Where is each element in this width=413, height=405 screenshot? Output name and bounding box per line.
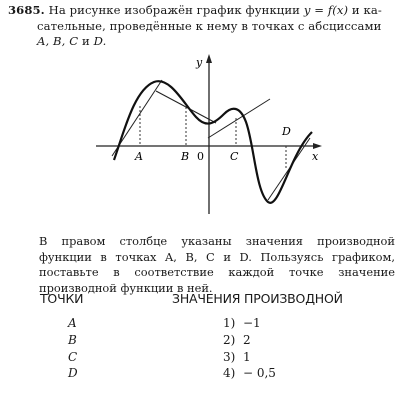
table-row-value: 4) − 0,5	[223, 366, 276, 380]
problem-statement	[8, 3, 408, 50]
problem-text-1: На рисунке изображён график функции	[48, 3, 301, 17]
tangent-line-b	[156, 91, 216, 123]
x-axis-label: x	[312, 150, 319, 163]
y-axis-arrow-icon	[206, 54, 212, 63]
points-list: A, B, C	[37, 34, 79, 48]
function-notation: y = f(x)	[303, 3, 349, 17]
problem-line-3	[8, 34, 408, 50]
point-label-d: D	[282, 125, 291, 138]
last-point: D.	[93, 34, 107, 48]
function-curve	[114, 81, 312, 203]
table-row-point: A	[68, 316, 77, 330]
table-row-point: C	[68, 350, 78, 364]
problem-text-1-end: и ка-	[351, 3, 382, 17]
and-word: и	[82, 34, 90, 48]
function-graph-figure	[96, 52, 328, 214]
problem-number: 3685.	[8, 3, 45, 17]
y-axis-label: y	[196, 56, 203, 69]
origin-label: 0	[197, 150, 204, 163]
table-row-value: 3) 1	[223, 350, 251, 364]
point-label-c: C	[230, 150, 239, 163]
problem-line-2	[8, 19, 408, 35]
problem-line-1	[8, 3, 408, 19]
table-row-point: D	[68, 366, 78, 380]
column-header-values: ЗНАЧЕНИЯ ПРОИЗВОДНОЙ	[172, 291, 343, 306]
x-axis-arrow-icon	[313, 143, 322, 149]
table-row-value: 2) 2	[223, 333, 251, 347]
table-row-point: B	[68, 333, 77, 347]
point-label-b: B	[181, 150, 190, 163]
problem-text-2: сательные, проведённые к нему в точках с абсциссами	[37, 18, 382, 33]
instruction-paragraph: В правом столбце указаны значения производной функции в точках A, B, C и D. Пользуясь графиком, поставьте в соответствие каждой точке значение производной функции в ней.	[39, 234, 395, 295]
column-header-points: ТОЧКИ	[40, 291, 84, 306]
point-label-a: A	[135, 150, 143, 163]
table-row-value: 1) −1	[223, 316, 261, 330]
